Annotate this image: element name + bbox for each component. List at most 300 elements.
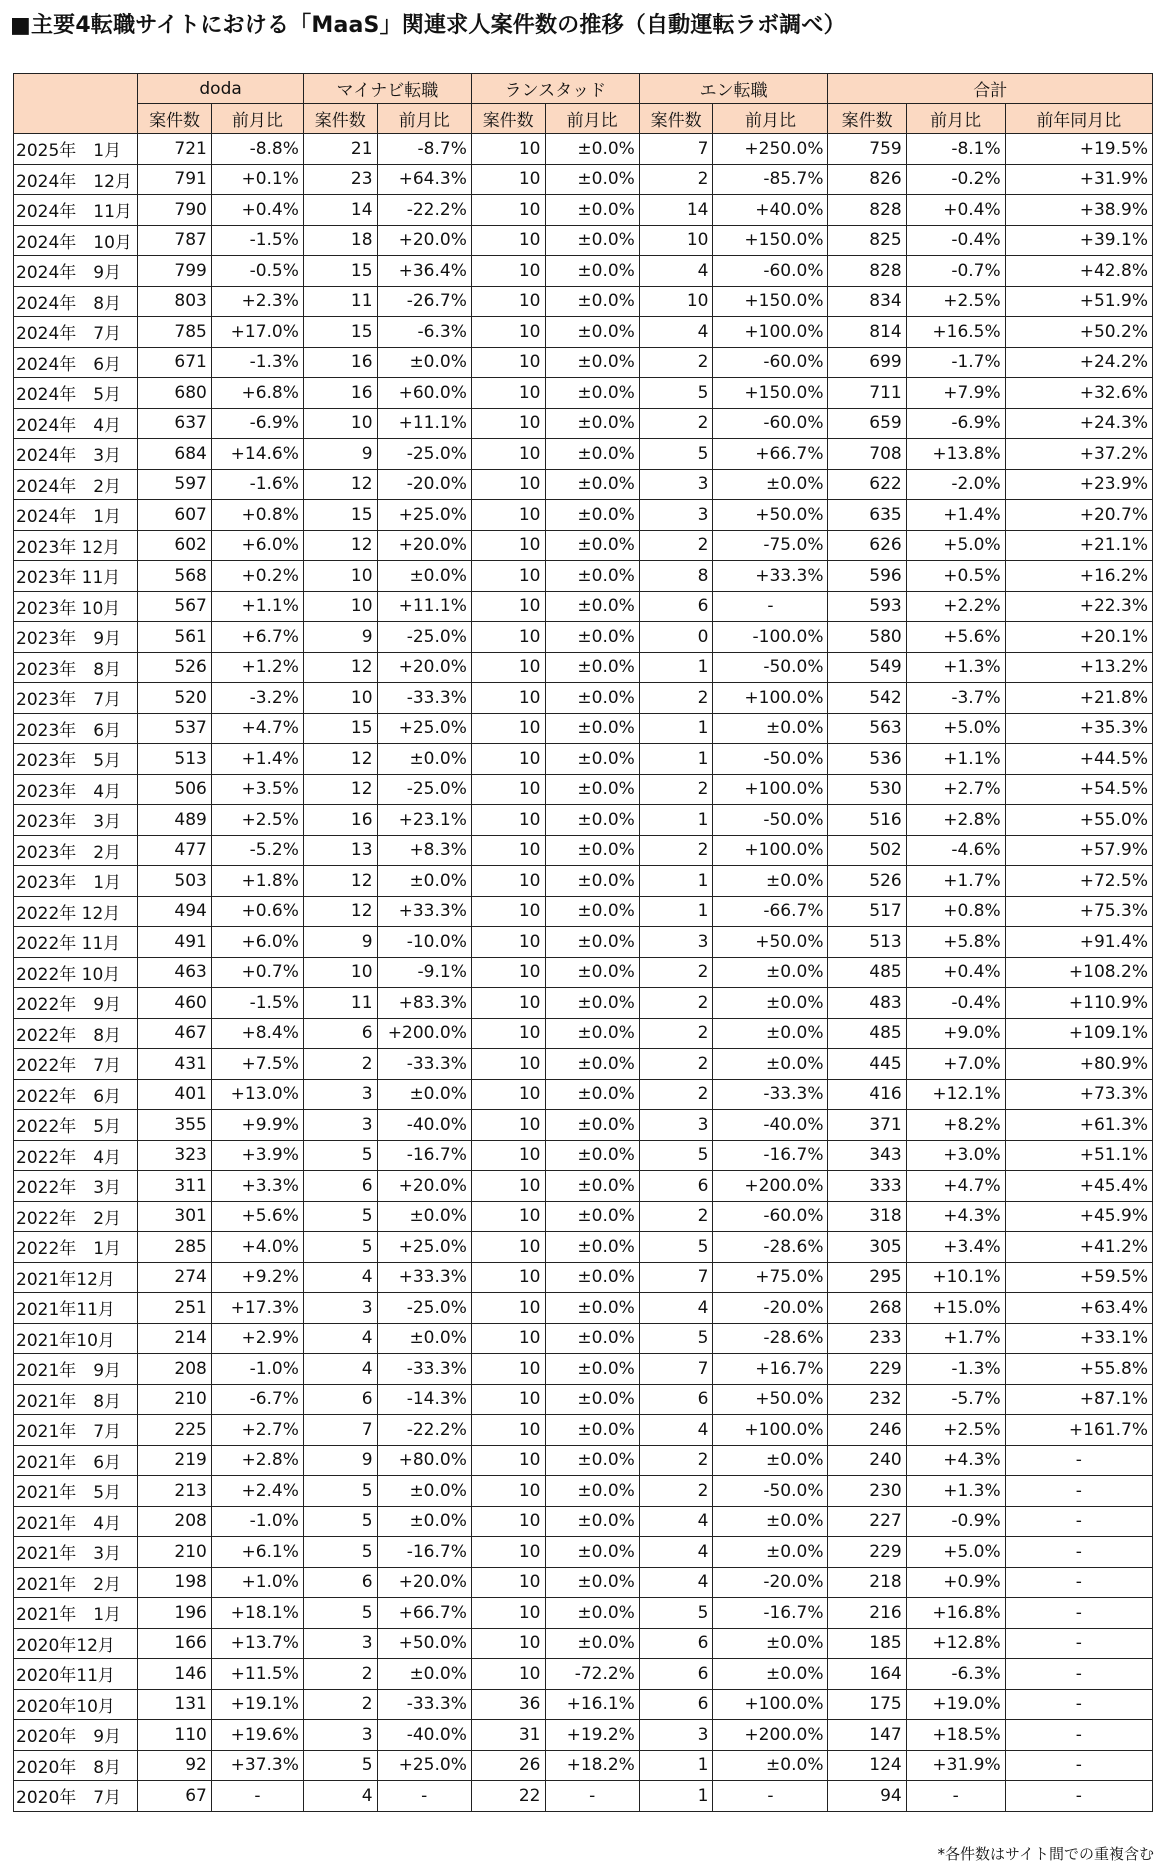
- value-cell: +2.3%: [211, 286, 303, 317]
- value-cell: +16.1%: [545, 1689, 639, 1720]
- value-cell: 10: [471, 317, 545, 348]
- value-cell: 10: [471, 1201, 545, 1232]
- value-cell: +250.0%: [713, 134, 828, 165]
- table-row: [14, 1781, 1153, 1812]
- value-cell: 10: [471, 683, 545, 714]
- value-cell: 10: [471, 1445, 545, 1476]
- value-cell: 18: [303, 225, 377, 256]
- value-cell: 3: [303, 1110, 377, 1141]
- value-cell: 10: [471, 286, 545, 317]
- value-cell: 708: [828, 439, 906, 470]
- value-cell: -: [713, 591, 828, 622]
- value-cell: +31.9%: [906, 1750, 1005, 1781]
- value-cell: +5.6%: [906, 622, 1005, 653]
- value-cell: +108.2%: [1005, 957, 1152, 988]
- value-cell: ±0.0%: [545, 1323, 639, 1354]
- value-cell: 593: [828, 591, 906, 622]
- footnote: *各件数はサイト間での重複含む: [937, 1845, 1154, 1863]
- value-cell: +25.0%: [377, 1232, 471, 1263]
- month-cell: 2020年10月: [14, 1689, 138, 1720]
- value-cell: ±0.0%: [545, 1476, 639, 1507]
- value-cell: 208: [138, 1506, 212, 1537]
- value-cell: +0.8%: [906, 896, 1005, 927]
- column-header: 前月比: [211, 104, 303, 134]
- value-cell: 110: [138, 1720, 212, 1751]
- value-cell: +1.7%: [906, 1323, 1005, 1354]
- value-cell: ±0.0%: [545, 1079, 639, 1110]
- value-cell: 785: [138, 317, 212, 348]
- value-cell: +2.5%: [906, 286, 1005, 317]
- value-cell: +54.5%: [1005, 774, 1152, 805]
- month-cell: 2021年10月: [14, 1323, 138, 1354]
- value-cell: 684: [138, 439, 212, 470]
- value-cell: +150.0%: [713, 286, 828, 317]
- value-cell: 1: [639, 896, 713, 927]
- value-cell: 10: [471, 1598, 545, 1629]
- value-cell: 460: [138, 988, 212, 1019]
- value-cell: +3.0%: [906, 1140, 1005, 1171]
- month-cell: 2022年 1月: [14, 1232, 138, 1263]
- value-cell: 11: [303, 988, 377, 1019]
- value-cell: -0.2%: [906, 164, 1005, 195]
- value-cell: 371: [828, 1110, 906, 1141]
- value-cell: -: [1005, 1598, 1152, 1629]
- value-cell: 6: [303, 1171, 377, 1202]
- value-cell: +0.7%: [211, 957, 303, 988]
- value-cell: ±0.0%: [545, 1598, 639, 1629]
- value-cell: 10: [471, 866, 545, 897]
- value-cell: -: [1005, 1628, 1152, 1659]
- value-cell: 218: [828, 1567, 906, 1598]
- value-cell: -40.0%: [713, 1110, 828, 1141]
- value-cell: 637: [138, 408, 212, 439]
- column-header: 案件数: [828, 104, 906, 134]
- value-cell: 834: [828, 286, 906, 317]
- value-cell: +8.3%: [377, 835, 471, 866]
- value-cell: 759: [828, 134, 906, 165]
- value-cell: ±0.0%: [713, 1506, 828, 1537]
- value-cell: -1.5%: [211, 225, 303, 256]
- value-cell: +5.0%: [906, 530, 1005, 561]
- value-cell: ±0.0%: [545, 927, 639, 958]
- value-cell: 5: [639, 1598, 713, 1629]
- table-row: [14, 134, 1153, 165]
- value-cell: +42.8%: [1005, 256, 1152, 287]
- value-cell: -: [211, 1781, 303, 1812]
- value-cell: +24.3%: [1005, 408, 1152, 439]
- value-cell: -10.0%: [377, 927, 471, 958]
- month-cell: 2021年 1月: [14, 1598, 138, 1629]
- month-cell: 2024年 2月: [14, 469, 138, 500]
- table-row: [14, 1323, 1153, 1354]
- value-cell: 36: [471, 1689, 545, 1720]
- value-cell: +23.1%: [377, 805, 471, 836]
- sub-header-row: [14, 104, 1153, 134]
- value-cell: ±0.0%: [545, 134, 639, 165]
- value-cell: 530: [828, 774, 906, 805]
- site-header-randstad: ランスタッド: [471, 74, 639, 104]
- value-cell: -1.0%: [211, 1354, 303, 1385]
- value-cell: 4: [639, 256, 713, 287]
- value-cell: 10: [471, 134, 545, 165]
- value-cell: 5: [303, 1232, 377, 1263]
- month-cell: 2022年 7月: [14, 1049, 138, 1080]
- column-header: 前月比: [906, 104, 1005, 134]
- value-cell: +50.0%: [713, 500, 828, 531]
- table-row: [14, 530, 1153, 561]
- value-cell: +39.1%: [1005, 225, 1152, 256]
- value-cell: 1: [639, 1781, 713, 1812]
- value-cell: +100.0%: [713, 1689, 828, 1720]
- value-cell: 164: [828, 1659, 906, 1690]
- value-cell: 671: [138, 347, 212, 378]
- value-cell: -4.6%: [906, 835, 1005, 866]
- value-cell: +4.3%: [906, 1201, 1005, 1232]
- value-cell: +20.0%: [377, 225, 471, 256]
- value-cell: 503: [138, 866, 212, 897]
- month-cell: 2021年 5月: [14, 1476, 138, 1507]
- value-cell: +100.0%: [713, 683, 828, 714]
- value-cell: +75.0%: [713, 1262, 828, 1293]
- table-row: [14, 1750, 1153, 1781]
- value-cell: 10: [639, 225, 713, 256]
- month-cell: 2022年 8月: [14, 1018, 138, 1049]
- value-cell: 10: [471, 1659, 545, 1690]
- value-cell: 1: [639, 1750, 713, 1781]
- table-row: [14, 439, 1153, 470]
- value-cell: 5: [303, 1598, 377, 1629]
- month-cell: 2021年 6月: [14, 1445, 138, 1476]
- value-cell: -0.9%: [906, 1506, 1005, 1537]
- value-cell: 92: [138, 1750, 212, 1781]
- value-cell: 16: [303, 378, 377, 409]
- month-cell: 2020年 9月: [14, 1720, 138, 1751]
- table-row: [14, 1293, 1153, 1324]
- value-cell: -: [1005, 1537, 1152, 1568]
- table-row: [14, 1018, 1153, 1049]
- table-row: [14, 286, 1153, 317]
- value-cell: -33.3%: [377, 1354, 471, 1385]
- table-row: [14, 1262, 1153, 1293]
- value-cell: ±0.0%: [545, 1628, 639, 1659]
- column-header: 前月比: [377, 104, 471, 134]
- value-cell: +4.0%: [211, 1232, 303, 1263]
- value-cell: ±0.0%: [545, 378, 639, 409]
- site-header-doda: doda: [138, 74, 304, 104]
- value-cell: ±0.0%: [713, 713, 828, 744]
- table-row: [14, 805, 1153, 836]
- value-cell: 285: [138, 1232, 212, 1263]
- value-cell: -: [1005, 1567, 1152, 1598]
- value-cell: 251: [138, 1293, 212, 1324]
- value-cell: 491: [138, 927, 212, 958]
- value-cell: +63.4%: [1005, 1293, 1152, 1324]
- value-cell: 219: [138, 1445, 212, 1476]
- value-cell: -25.0%: [377, 1293, 471, 1324]
- value-cell: 3: [303, 1720, 377, 1751]
- value-cell: -5.2%: [211, 835, 303, 866]
- value-cell: 1: [639, 805, 713, 836]
- value-cell: 10: [471, 652, 545, 683]
- value-cell: +9.2%: [211, 1262, 303, 1293]
- value-cell: +5.0%: [906, 1537, 1005, 1568]
- value-cell: +20.0%: [377, 530, 471, 561]
- value-cell: 485: [828, 957, 906, 988]
- value-cell: -: [377, 1781, 471, 1812]
- value-cell: ±0.0%: [377, 347, 471, 378]
- value-cell: 549: [828, 652, 906, 683]
- value-cell: 246: [828, 1415, 906, 1446]
- value-cell: +4.7%: [211, 713, 303, 744]
- value-cell: 6: [639, 1689, 713, 1720]
- value-cell: ±0.0%: [545, 225, 639, 256]
- value-cell: -16.7%: [713, 1140, 828, 1171]
- value-cell: -: [1005, 1445, 1152, 1476]
- value-cell: +0.4%: [211, 195, 303, 226]
- month-cell: 2024年 9月: [14, 256, 138, 287]
- value-cell: +18.1%: [211, 1598, 303, 1629]
- value-cell: 6: [303, 1567, 377, 1598]
- value-cell: 6: [639, 591, 713, 622]
- value-cell: -8.8%: [211, 134, 303, 165]
- value-cell: 9: [303, 927, 377, 958]
- value-cell: +0.1%: [211, 164, 303, 195]
- value-cell: 9: [303, 1445, 377, 1476]
- value-cell: 517: [828, 896, 906, 927]
- value-cell: -9.1%: [377, 957, 471, 988]
- value-cell: 699: [828, 347, 906, 378]
- value-cell: -0.5%: [211, 256, 303, 287]
- value-cell: 323: [138, 1140, 212, 1171]
- month-cell: 2021年 2月: [14, 1567, 138, 1598]
- value-cell: ±0.0%: [545, 1354, 639, 1385]
- value-cell: 494: [138, 896, 212, 927]
- month-cell: 2023年 2月: [14, 835, 138, 866]
- value-cell: +45.4%: [1005, 1171, 1152, 1202]
- table-header: [14, 74, 1153, 134]
- value-cell: 12: [303, 866, 377, 897]
- month-cell: 2024年 5月: [14, 378, 138, 409]
- value-cell: 15: [303, 256, 377, 287]
- value-cell: 563: [828, 713, 906, 744]
- value-cell: 526: [828, 866, 906, 897]
- value-cell: 10: [471, 530, 545, 561]
- month-cell: 2022年 3月: [14, 1171, 138, 1202]
- value-cell: +35.3%: [1005, 713, 1152, 744]
- value-cell: +66.7%: [377, 1598, 471, 1629]
- value-cell: 2: [639, 1018, 713, 1049]
- value-cell: ±0.0%: [545, 1293, 639, 1324]
- value-cell: +18.2%: [545, 1750, 639, 1781]
- value-cell: -72.2%: [545, 1659, 639, 1690]
- value-cell: +6.0%: [211, 927, 303, 958]
- value-cell: -28.6%: [713, 1232, 828, 1263]
- value-cell: -6.7%: [211, 1384, 303, 1415]
- value-cell: 401: [138, 1079, 212, 1110]
- site-header-total: 合計: [828, 74, 1153, 104]
- value-cell: +3.5%: [211, 774, 303, 805]
- value-cell: 607: [138, 500, 212, 531]
- value-cell: 10: [471, 347, 545, 378]
- value-cell: 10: [471, 957, 545, 988]
- value-cell: 12: [303, 744, 377, 775]
- value-cell: ±0.0%: [377, 1476, 471, 1507]
- value-cell: +73.3%: [1005, 1079, 1152, 1110]
- value-cell: +14.6%: [211, 439, 303, 470]
- value-cell: 626: [828, 530, 906, 561]
- value-cell: +36.4%: [377, 256, 471, 287]
- value-cell: +6.7%: [211, 622, 303, 653]
- value-cell: 6: [639, 1628, 713, 1659]
- value-cell: ±0.0%: [545, 1537, 639, 1568]
- value-cell: 4: [639, 1506, 713, 1537]
- value-cell: 10: [471, 256, 545, 287]
- value-cell: 2: [639, 530, 713, 561]
- value-cell: 3: [639, 500, 713, 531]
- value-cell: 2: [639, 408, 713, 439]
- value-cell: 210: [138, 1537, 212, 1568]
- table-row: [14, 1659, 1153, 1690]
- value-cell: +32.6%: [1005, 378, 1152, 409]
- table-row: [14, 225, 1153, 256]
- value-cell: 536: [828, 744, 906, 775]
- value-cell: 5: [303, 1506, 377, 1537]
- table-row: [14, 1384, 1153, 1415]
- value-cell: 166: [138, 1628, 212, 1659]
- value-cell: 431: [138, 1049, 212, 1080]
- month-cell: 2024年 3月: [14, 439, 138, 470]
- value-cell: ±0.0%: [713, 1445, 828, 1476]
- table-row: [14, 866, 1153, 897]
- value-cell: -1.7%: [906, 347, 1005, 378]
- value-cell: -8.7%: [377, 134, 471, 165]
- table-row: [14, 1689, 1153, 1720]
- value-cell: 659: [828, 408, 906, 439]
- value-cell: +25.0%: [377, 500, 471, 531]
- value-cell: ±0.0%: [545, 805, 639, 836]
- value-cell: +37.2%: [1005, 439, 1152, 470]
- month-cell: 2023年 3月: [14, 805, 138, 836]
- value-cell: +1.1%: [906, 744, 1005, 775]
- value-cell: -0.7%: [906, 256, 1005, 287]
- value-cell: +57.9%: [1005, 835, 1152, 866]
- table-row: [14, 1476, 1153, 1507]
- value-cell: 477: [138, 835, 212, 866]
- value-cell: ±0.0%: [545, 1110, 639, 1141]
- value-cell: -: [1005, 1750, 1152, 1781]
- table-row: [14, 256, 1153, 287]
- value-cell: ±0.0%: [713, 1659, 828, 1690]
- value-cell: +100.0%: [713, 317, 828, 348]
- value-cell: 3: [639, 1720, 713, 1751]
- value-cell: 513: [828, 927, 906, 958]
- value-cell: 10: [471, 195, 545, 226]
- value-cell: +0.2%: [211, 561, 303, 592]
- value-cell: +23.9%: [1005, 469, 1152, 500]
- table-row: [14, 622, 1153, 653]
- table-row: [14, 957, 1153, 988]
- table-row: [14, 1598, 1153, 1629]
- value-cell: -: [545, 1781, 639, 1812]
- table-row: [14, 561, 1153, 592]
- value-cell: 4: [303, 1781, 377, 1812]
- value-cell: 2: [639, 1201, 713, 1232]
- value-cell: +22.3%: [1005, 591, 1152, 622]
- value-cell: +20.0%: [377, 1567, 471, 1598]
- value-cell: +1.4%: [211, 744, 303, 775]
- value-cell: 10: [303, 408, 377, 439]
- value-cell: +4.3%: [906, 1445, 1005, 1476]
- value-cell: 568: [138, 561, 212, 592]
- value-cell: -25.0%: [377, 774, 471, 805]
- value-cell: 416: [828, 1079, 906, 1110]
- value-cell: ±0.0%: [713, 1750, 828, 1781]
- value-cell: 4: [639, 317, 713, 348]
- table-row: [14, 1720, 1153, 1751]
- value-cell: 10: [471, 408, 545, 439]
- value-cell: -85.7%: [713, 164, 828, 195]
- table-row: [14, 1415, 1153, 1446]
- value-cell: 318: [828, 1201, 906, 1232]
- value-cell: -0.4%: [906, 988, 1005, 1019]
- value-cell: 355: [138, 1110, 212, 1141]
- value-cell: +19.5%: [1005, 134, 1152, 165]
- value-cell: 10: [471, 1079, 545, 1110]
- value-cell: ±0.0%: [713, 957, 828, 988]
- value-cell: 274: [138, 1262, 212, 1293]
- value-cell: +1.1%: [211, 591, 303, 622]
- value-cell: +100.0%: [713, 1415, 828, 1446]
- table-row: [14, 408, 1153, 439]
- value-cell: ±0.0%: [545, 256, 639, 287]
- month-cell: 2020年 7月: [14, 1781, 138, 1812]
- value-cell: 711: [828, 378, 906, 409]
- value-cell: 10: [471, 1262, 545, 1293]
- table-row: [14, 744, 1153, 775]
- value-cell: 537: [138, 713, 212, 744]
- value-cell: +0.5%: [906, 561, 1005, 592]
- value-cell: +2.7%: [906, 774, 1005, 805]
- value-cell: 94: [828, 1781, 906, 1812]
- value-cell: -28.6%: [713, 1323, 828, 1354]
- value-cell: -66.7%: [713, 896, 828, 927]
- value-cell: -5.7%: [906, 1384, 1005, 1415]
- value-cell: +11.1%: [377, 591, 471, 622]
- value-cell: +41.2%: [1005, 1232, 1152, 1263]
- value-cell: 5: [303, 1537, 377, 1568]
- value-cell: 343: [828, 1140, 906, 1171]
- value-cell: 198: [138, 1567, 212, 1598]
- value-cell: +2.5%: [211, 805, 303, 836]
- value-cell: 10: [471, 1476, 545, 1507]
- value-cell: +6.8%: [211, 378, 303, 409]
- value-cell: +50.2%: [1005, 317, 1152, 348]
- value-cell: +80.0%: [377, 1445, 471, 1476]
- value-cell: 3: [303, 1293, 377, 1324]
- value-cell: 311: [138, 1171, 212, 1202]
- value-cell: -100.0%: [713, 622, 828, 653]
- value-cell: -: [1005, 1720, 1152, 1751]
- value-cell: 229: [828, 1537, 906, 1568]
- month-cell: 2023年 10月: [14, 591, 138, 622]
- value-cell: -: [1005, 1659, 1152, 1690]
- column-header: 案件数: [639, 104, 713, 134]
- month-cell: 2021年11月: [14, 1293, 138, 1324]
- value-cell: 295: [828, 1262, 906, 1293]
- value-cell: 10: [471, 774, 545, 805]
- value-cell: ±0.0%: [377, 1506, 471, 1537]
- value-cell: -40.0%: [377, 1110, 471, 1141]
